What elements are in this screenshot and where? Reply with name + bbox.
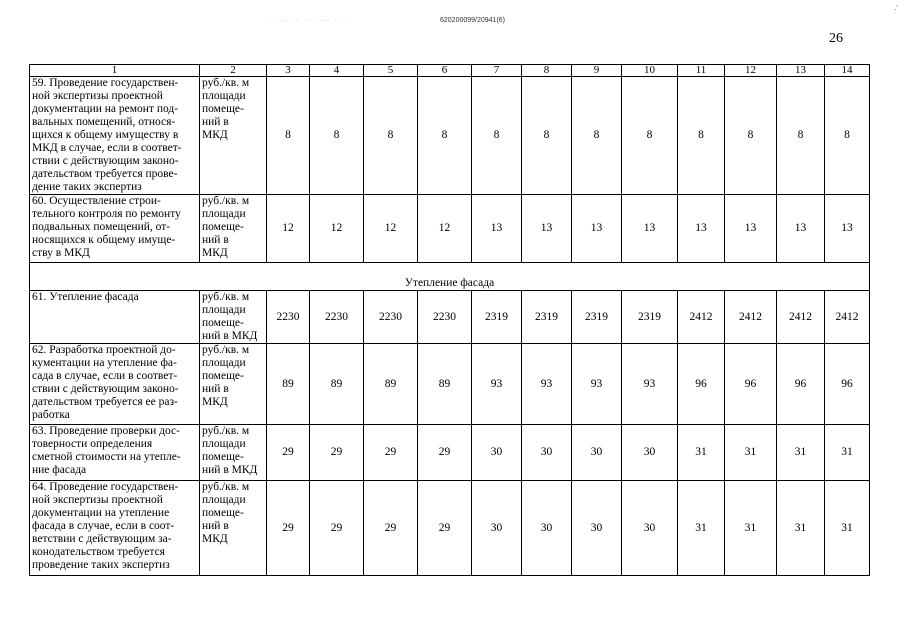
page-number: 26	[829, 31, 843, 46]
table-row	[30, 77, 870, 195]
row-value: 31	[725, 481, 777, 576]
row-value: 2319	[622, 291, 678, 344]
row-unit: руб./кв. м площади помеще- ний в МКД	[200, 195, 267, 263]
column-number: 12	[725, 65, 777, 77]
row-value: 12	[418, 195, 472, 263]
row-value: 13	[777, 195, 825, 263]
column-number: 8	[522, 65, 572, 77]
column-number: 10	[622, 65, 678, 77]
column-number: 4	[310, 65, 364, 77]
row-value: 29	[364, 481, 418, 576]
row-unit: руб./кв. м площади помеще- ний в МКД	[200, 77, 267, 195]
column-number: 7	[472, 65, 522, 77]
row-description: 59. Проведение государствен- ной экспертизы проектной документации на ремонт под- вальных помещений, относя- щихся к общему имуществу в МКД в случае, если в соответ- ствии с действующим законо- дательством требуется прове- дение таких экспертиз	[30, 77, 200, 195]
row-value: 2230	[267, 291, 310, 344]
table-row	[30, 195, 870, 263]
row-value: 12	[267, 195, 310, 263]
row-value: 31	[777, 425, 825, 481]
row-value: 29	[267, 481, 310, 576]
row-value: 8	[777, 77, 825, 195]
row-value: 29	[418, 425, 472, 481]
row-value: 31	[725, 425, 777, 481]
row-value: 8	[267, 77, 310, 195]
row-value: 29	[267, 425, 310, 481]
row-value: 8	[310, 77, 364, 195]
row-value: 8	[825, 77, 870, 195]
row-value: 2230	[310, 291, 364, 344]
row-value: 8	[572, 77, 622, 195]
row-value: 13	[825, 195, 870, 263]
row-value: 2412	[825, 291, 870, 344]
section-title: Утепление фасада	[30, 263, 870, 291]
table-row	[30, 344, 870, 425]
row-value: 8	[725, 77, 777, 195]
row-value: 30	[572, 481, 622, 576]
table-row	[30, 481, 870, 576]
row-unit: руб./кв. м площади помеще- ний в МКД	[200, 291, 267, 344]
row-value: 8	[522, 77, 572, 195]
column-number: 11	[678, 65, 725, 77]
scan-artifact: . ... .. .. .... . .	[268, 16, 347, 23]
row-value: 93	[622, 344, 678, 425]
row-value: 30	[522, 425, 572, 481]
row-value: 31	[678, 425, 725, 481]
column-number-row	[30, 65, 870, 77]
row-value: 30	[622, 481, 678, 576]
row-description: 64. Проведение государствен- ной экспертизы проектной документации на утепление фасада в случае, если в соот- ветствии с действующим за- конодательством требуется проведение таких экспертиз	[30, 481, 200, 576]
document-id: 620200099/20941(6)	[440, 17, 506, 24]
row-value: 2319	[472, 291, 522, 344]
row-value: 96	[678, 344, 725, 425]
row-description: 60. Осуществление строи- тельного контроля по ремонту подвальных помещений, от- носящихся к общему имуще- ству в МКД	[30, 195, 200, 263]
row-value: 2319	[572, 291, 622, 344]
row-value: 2412	[777, 291, 825, 344]
row-value: 13	[622, 195, 678, 263]
row-value: 30	[572, 425, 622, 481]
row-value: 8	[364, 77, 418, 195]
column-number: 5	[364, 65, 418, 77]
row-value: 96	[725, 344, 777, 425]
row-value: 2412	[678, 291, 725, 344]
row-value: 30	[622, 425, 678, 481]
row-value: 30	[472, 481, 522, 576]
section-header-row	[30, 263, 870, 291]
row-value: 31	[825, 425, 870, 481]
row-unit: руб./кв. м площади помеще- ний в МКД	[200, 481, 267, 576]
row-value: 12	[310, 195, 364, 263]
row-value: 93	[572, 344, 622, 425]
row-unit: руб./кв. м площади помеще- ний в МКД	[200, 344, 267, 425]
corner-mark: ·͐	[894, 4, 897, 14]
row-value: 29	[310, 481, 364, 576]
column-number: 9	[572, 65, 622, 77]
row-value: 89	[364, 344, 418, 425]
row-value: 8	[678, 77, 725, 195]
row-value: 29	[310, 425, 364, 481]
row-value: 93	[472, 344, 522, 425]
row-description: 62. Разработка проектной до- кументации на утепление фа- сада в случае, если в соответ- ствии с действующим законо- дательством требуется ее раз- работка	[30, 344, 200, 425]
row-value: 31	[777, 481, 825, 576]
row-value: 13	[678, 195, 725, 263]
row-value: 13	[572, 195, 622, 263]
row-value: 30	[522, 481, 572, 576]
column-number: 1	[30, 65, 200, 77]
row-value: 8	[472, 77, 522, 195]
row-value: 13	[472, 195, 522, 263]
table-row	[30, 425, 870, 481]
row-value: 89	[418, 344, 472, 425]
row-value: 89	[267, 344, 310, 425]
table-row	[30, 291, 870, 344]
column-number: 6	[418, 65, 472, 77]
row-value: 13	[725, 195, 777, 263]
row-description: 61. Утепление фасада	[30, 291, 200, 344]
row-value: 31	[825, 481, 870, 576]
row-value: 13	[522, 195, 572, 263]
row-value: 96	[777, 344, 825, 425]
row-value: 12	[364, 195, 418, 263]
row-description: 63. Проведение проверки дос- товерности определения сметной стоимости на утепле- ние фасада	[30, 425, 200, 481]
row-value: 2230	[364, 291, 418, 344]
column-number: 13	[777, 65, 825, 77]
row-value: 93	[522, 344, 572, 425]
column-number: 14	[825, 65, 870, 77]
row-value: 31	[678, 481, 725, 576]
column-number: 3	[267, 65, 310, 77]
row-value: 2230	[418, 291, 472, 344]
row-value: 29	[364, 425, 418, 481]
row-value: 30	[472, 425, 522, 481]
row-value: 89	[310, 344, 364, 425]
row-value: 8	[622, 77, 678, 195]
column-number: 2	[200, 65, 267, 77]
row-value: 2319	[522, 291, 572, 344]
row-value: 2412	[725, 291, 777, 344]
tariff-table	[29, 64, 870, 576]
row-value: 96	[825, 344, 870, 425]
row-value: 8	[418, 77, 472, 195]
row-value: 29	[418, 481, 472, 576]
row-unit: руб./кв. м площади помеще- ний в МКД	[200, 425, 267, 481]
